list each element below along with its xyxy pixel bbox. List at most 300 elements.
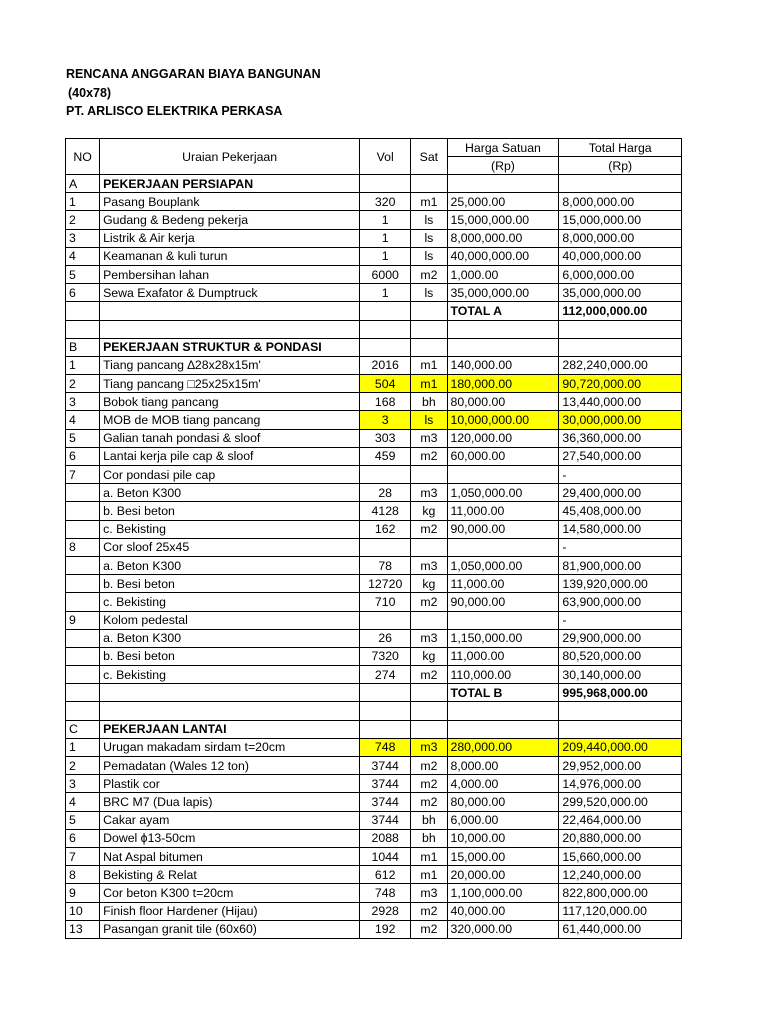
cell-no (66, 702, 100, 720)
col-header-uraian: Uraian Pekerjaan (100, 139, 360, 175)
cell-vol: 3744 (360, 775, 411, 793)
cell-total: 282,240,000.00 (559, 356, 682, 374)
cell-vol: 162 (360, 520, 411, 538)
cell-vol: 2928 (360, 902, 411, 920)
cell-sat: m2 (411, 902, 447, 920)
subtotal-label: TOTAL B (447, 684, 559, 702)
cell-sat (411, 702, 447, 720)
cell-sat: m1 (411, 866, 447, 884)
table-row (66, 775, 682, 793)
cell-sat: kg (411, 575, 447, 593)
cell-uraian (100, 320, 360, 338)
cell-vol: 6000 (360, 265, 411, 283)
section-title: PEKERJAAN PERSIAPAN (100, 175, 360, 193)
subtotal-value: 112,000,000.00 (559, 302, 682, 320)
cell-vol (360, 720, 411, 738)
cell-vol (360, 175, 411, 193)
col-header-vol: Vol (360, 139, 411, 175)
section-title: PEKERJAAN LANTAI (100, 720, 360, 738)
cell-uraian: b. Besi beton (100, 647, 360, 665)
cell-price: 4,000.00 (447, 775, 559, 793)
cell-uraian: a. Beton K300 (100, 484, 360, 502)
cell-uraian: b. Besi beton (100, 575, 360, 593)
cell-vol: 1 (360, 284, 411, 302)
cell-sat: m3 (411, 429, 447, 447)
cell-vol: 168 (360, 393, 411, 411)
cell-vol (360, 538, 411, 556)
cell-no: 3 (66, 393, 100, 411)
cell-no: 2 (66, 375, 100, 393)
cell-price (447, 611, 559, 629)
cell-price: 10,000.00 (447, 829, 559, 847)
cell-vol: 1 (360, 211, 411, 229)
cell-vol: 320 (360, 193, 411, 211)
cell-price (447, 338, 559, 356)
cell-uraian: Sewa Exafator & Dumptruck (100, 284, 360, 302)
cell-total: 63,900,000.00 (559, 593, 682, 611)
cell-no: 9 (66, 884, 100, 902)
cell-price: 6,000.00 (447, 811, 559, 829)
cell-price: 140,000.00 (447, 356, 559, 374)
cell-vol: 4128 (360, 502, 411, 520)
cell-uraian: Keamanan & kuli turun (100, 247, 360, 265)
cell-total: 40,000,000.00 (559, 247, 682, 265)
cell-total: 139,920,000.00 (559, 575, 682, 593)
cell-price: 1,050,000.00 (447, 556, 559, 574)
table-row (66, 447, 682, 465)
cell-sat: m3 (411, 738, 447, 756)
company-name: PT. ARLISCO ELEKTRIKA PERKASA (66, 104, 283, 118)
cell-price: 60,000.00 (447, 447, 559, 465)
cell-price (447, 702, 559, 720)
cell-total: 61,440,000.00 (559, 920, 682, 938)
cell-price: 40,000,000.00 (447, 247, 559, 265)
subtotal-row (66, 684, 682, 702)
table-row (66, 847, 682, 865)
cell-sat: m2 (411, 775, 447, 793)
blank-row (66, 702, 682, 720)
cell-no (66, 502, 100, 520)
cell-sat: ls (411, 284, 447, 302)
cell-sat (411, 611, 447, 629)
table-row (66, 265, 682, 283)
cell-price: 80,000.00 (447, 393, 559, 411)
cell-total: 27,540,000.00 (559, 447, 682, 465)
cell-vol (360, 338, 411, 356)
section-code: B (66, 338, 100, 356)
table-row (66, 920, 682, 938)
table-row (66, 247, 682, 265)
cell-total (559, 338, 682, 356)
cell-vol (360, 611, 411, 629)
cell-sat: bh (411, 393, 447, 411)
cell-uraian: c. Bekisting (100, 520, 360, 538)
cell-sat: m1 (411, 375, 447, 393)
cell-total: 80,520,000.00 (559, 647, 682, 665)
cell-price: 320,000.00 (447, 920, 559, 938)
cell-uraian: Cor beton K300 t=20cm (100, 884, 360, 902)
cell-vol: 1 (360, 247, 411, 265)
col-header-harga-satuan-unit: (Rp) (447, 157, 559, 175)
table-row (66, 738, 682, 756)
cell-uraian: Dowel ϕ13-50cm (100, 829, 360, 847)
cell-uraian: a. Beton K300 (100, 556, 360, 574)
cell-total (559, 320, 682, 338)
table-row (66, 811, 682, 829)
table-row (66, 484, 682, 502)
cell-no: 10 (66, 902, 100, 920)
cell-total: 29,952,000.00 (559, 757, 682, 775)
table-row (66, 757, 682, 775)
cell-total: 22,464,000.00 (559, 811, 682, 829)
cell-price: 1,000.00 (447, 265, 559, 283)
cell-sat: m3 (411, 556, 447, 574)
table-row (66, 229, 682, 247)
cell-uraian: c. Bekisting (100, 666, 360, 684)
cell-total: 15,000,000.00 (559, 211, 682, 229)
cell-vol: 7320 (360, 647, 411, 665)
cell-no: 1 (66, 193, 100, 211)
cell-sat: kg (411, 647, 447, 665)
cell-sat: m3 (411, 884, 447, 902)
section-title: PEKERJAAN STRUKTUR & PONDASI (100, 338, 360, 356)
cell-price: 1,150,000.00 (447, 629, 559, 647)
cell-uraian: Cakar ayam (100, 811, 360, 829)
cell-no: 4 (66, 793, 100, 811)
cell-vol: 2088 (360, 829, 411, 847)
cell-price: 110,000.00 (447, 666, 559, 684)
col-header-total-harga-unit: (Rp) (559, 157, 682, 175)
cell-sat: ls (411, 229, 447, 247)
cell-vol: 28 (360, 484, 411, 502)
cell-total: 30,000,000.00 (559, 411, 682, 429)
table-row (66, 829, 682, 847)
cell-price: 90,000.00 (447, 593, 559, 611)
cell-sat: m3 (411, 629, 447, 647)
cell-uraian: Pasang Bouplank (100, 193, 360, 211)
table-row (66, 538, 682, 556)
cell-sat (411, 684, 447, 702)
cell-no: 4 (66, 411, 100, 429)
cell-sat (411, 466, 447, 484)
cell-total: 30,140,000.00 (559, 666, 682, 684)
cell-no: 1 (66, 356, 100, 374)
cell-uraian: MOB de MOB tiang pancang (100, 411, 360, 429)
cell-vol: 2016 (360, 356, 411, 374)
cell-uraian (100, 702, 360, 720)
cell-total: 117,120,000.00 (559, 902, 682, 920)
cell-total: 90,720,000.00 (559, 375, 682, 393)
cell-vol: 303 (360, 429, 411, 447)
cell-uraian (100, 302, 360, 320)
cell-uraian: Listrik & Air kerja (100, 229, 360, 247)
cell-uraian: Kolom pedestal (100, 611, 360, 629)
cell-uraian: Plastik cor (100, 775, 360, 793)
cell-vol (360, 684, 411, 702)
cell-uraian: Bobok tiang pancang (100, 393, 360, 411)
cell-total (559, 175, 682, 193)
cell-vol: 274 (360, 666, 411, 684)
cell-price: 11,000.00 (447, 502, 559, 520)
cell-price: 20,000.00 (447, 866, 559, 884)
cell-sat: ls (411, 411, 447, 429)
cell-total: 45,408,000.00 (559, 502, 682, 520)
cell-sat (411, 320, 447, 338)
table-row (66, 375, 682, 393)
cell-total: 15,660,000.00 (559, 847, 682, 865)
cell-uraian: Pasangan granit tile (60x60) (100, 920, 360, 938)
cell-no: 2 (66, 211, 100, 229)
table-row (66, 866, 682, 884)
cell-vol (360, 466, 411, 484)
table-row (66, 902, 682, 920)
cell-price: 40,000.00 (447, 902, 559, 920)
cell-price (447, 538, 559, 556)
cell-uraian: Pemadatan (Wales 12 ton) (100, 757, 360, 775)
table-row (66, 793, 682, 811)
table-row (66, 502, 682, 520)
cell-total: 14,580,000.00 (559, 520, 682, 538)
cell-price: 11,000.00 (447, 575, 559, 593)
cell-uraian (100, 684, 360, 702)
cell-vol: 504 (360, 375, 411, 393)
cell-no: 7 (66, 847, 100, 865)
cell-price (447, 466, 559, 484)
cell-total: 12,240,000.00 (559, 866, 682, 884)
cell-price: 8,000,000.00 (447, 229, 559, 247)
cell-vol: 3744 (360, 811, 411, 829)
section-code: A (66, 175, 100, 193)
cell-no (66, 593, 100, 611)
cell-no: 5 (66, 811, 100, 829)
cell-sat (411, 338, 447, 356)
cell-total: 29,400,000.00 (559, 484, 682, 502)
cell-price (447, 175, 559, 193)
cell-uraian: Tiang pancang □25x25x15m' (100, 375, 360, 393)
cell-total: 8,000,000.00 (559, 193, 682, 211)
cell-vol: 192 (360, 920, 411, 938)
cell-total: - (559, 611, 682, 629)
cell-no (66, 520, 100, 538)
cell-no: 5 (66, 429, 100, 447)
cell-sat: m2 (411, 793, 447, 811)
cell-no (66, 302, 100, 320)
cell-price: 1,100,000.00 (447, 884, 559, 902)
cell-vol: 748 (360, 884, 411, 902)
cell-uraian: Cor pondasi pile cap (100, 466, 360, 484)
cell-uraian: Lantai kerja pile cap & sloof (100, 447, 360, 465)
cell-price: 11,000.00 (447, 647, 559, 665)
cell-no: 6 (66, 447, 100, 465)
cell-uraian: Galian tanah pondasi & sloof (100, 429, 360, 447)
cell-vol: 748 (360, 738, 411, 756)
document-dimension: (40x78) (68, 86, 112, 100)
blank-row (66, 320, 682, 338)
table-row (66, 429, 682, 447)
cell-uraian: a. Beton K300 (100, 629, 360, 647)
cell-price: 80,000.00 (447, 793, 559, 811)
cell-price (447, 720, 559, 738)
cell-sat: m2 (411, 757, 447, 775)
cell-vol: 12720 (360, 575, 411, 593)
cell-uraian: Nat Aspal bitumen (100, 847, 360, 865)
cell-no: 9 (66, 611, 100, 629)
cell-sat: m2 (411, 520, 447, 538)
cell-sat (411, 302, 447, 320)
cell-uraian: Tiang pancang ∆28x28x15m' (100, 356, 360, 374)
cell-total: 13,440,000.00 (559, 393, 682, 411)
cell-vol: 1044 (360, 847, 411, 865)
cell-total (559, 720, 682, 738)
cell-vol: 78 (360, 556, 411, 574)
col-header-sat: Sat (411, 139, 447, 175)
table-row (66, 629, 682, 647)
cell-sat: m2 (411, 920, 447, 938)
col-header-harga-satuan: Harga Satuan (447, 139, 559, 157)
cell-vol: 1 (360, 229, 411, 247)
cell-uraian: Finish floor Hardener (Hijau) (100, 902, 360, 920)
table-row (66, 884, 682, 902)
cell-no: 7 (66, 466, 100, 484)
cell-price: 280,000.00 (447, 738, 559, 756)
table-row (66, 520, 682, 538)
cell-no: 6 (66, 829, 100, 847)
table-row (66, 575, 682, 593)
cell-total: 36,360,000.00 (559, 429, 682, 447)
cell-price: 120,000.00 (447, 429, 559, 447)
cell-vol: 612 (360, 866, 411, 884)
col-header-total-harga: Total Harga (559, 139, 682, 157)
cell-no (66, 484, 100, 502)
table-row (66, 666, 682, 684)
cell-uraian: Bekisting & Relat (100, 866, 360, 884)
cell-no: 3 (66, 775, 100, 793)
cell-sat (411, 175, 447, 193)
cell-no (66, 684, 100, 702)
subtotal-row (66, 302, 682, 320)
cell-vol: 710 (360, 593, 411, 611)
cell-sat: m1 (411, 847, 447, 865)
cell-no: 6 (66, 284, 100, 302)
cell-sat: m2 (411, 593, 447, 611)
cell-vol (360, 702, 411, 720)
cell-total: 209,440,000.00 (559, 738, 682, 756)
cell-no (66, 666, 100, 684)
cell-vol: 3744 (360, 793, 411, 811)
cell-vol: 459 (360, 447, 411, 465)
cell-no: 2 (66, 757, 100, 775)
cell-sat: m3 (411, 484, 447, 502)
cell-uraian: Urugan makadam sirdam t=20cm (100, 738, 360, 756)
cell-vol: 3 (360, 411, 411, 429)
cell-no (66, 575, 100, 593)
cell-price: 10,000,000.00 (447, 411, 559, 429)
section-row (66, 338, 682, 356)
cell-uraian: Gudang & Bedeng pekerja (100, 211, 360, 229)
cell-uraian: b. Besi beton (100, 502, 360, 520)
document-title: RENCANA ANGGARAN BIAYA BANGUNAN (66, 67, 321, 81)
cell-no: 3 (66, 229, 100, 247)
table-header-row (66, 139, 682, 157)
cell-no (66, 320, 100, 338)
cell-total (559, 702, 682, 720)
cell-sat: m1 (411, 193, 447, 211)
cell-price: 8,000.00 (447, 757, 559, 775)
cell-price: 1,050,000.00 (447, 484, 559, 502)
cell-total: 8,000,000.00 (559, 229, 682, 247)
cell-sat: m1 (411, 356, 447, 374)
cell-sat: bh (411, 829, 447, 847)
table-row (66, 193, 682, 211)
cell-total: 14,976,000.00 (559, 775, 682, 793)
cell-vol: 26 (360, 629, 411, 647)
cell-total: - (559, 538, 682, 556)
section-code: C (66, 720, 100, 738)
cell-vol (360, 320, 411, 338)
cell-price: 25,000.00 (447, 193, 559, 211)
cell-sat: bh (411, 811, 447, 829)
table-row (66, 393, 682, 411)
cell-no: 13 (66, 920, 100, 938)
cell-no: 8 (66, 538, 100, 556)
table-row (66, 611, 682, 629)
cell-total: 299,520,000.00 (559, 793, 682, 811)
cell-total: - (559, 466, 682, 484)
cell-no (66, 556, 100, 574)
cell-vol: 3744 (360, 757, 411, 775)
cell-sat: m2 (411, 265, 447, 283)
cell-price: 35,000,000.00 (447, 284, 559, 302)
cell-sat (411, 538, 447, 556)
table-row (66, 284, 682, 302)
cell-sat: m2 (411, 447, 447, 465)
cell-uraian: Pembersihan lahan (100, 265, 360, 283)
table-row (66, 647, 682, 665)
table-row (66, 411, 682, 429)
section-row (66, 175, 682, 193)
col-header-no: NO (66, 139, 100, 175)
cell-total: 29,900,000.00 (559, 629, 682, 647)
cell-sat: m2 (411, 666, 447, 684)
cell-uraian: Cor sloof 25x45 (100, 538, 360, 556)
cell-sat (411, 720, 447, 738)
subtotal-value: 995,968,000.00 (559, 684, 682, 702)
cell-no: 8 (66, 866, 100, 884)
rab-table (65, 138, 682, 939)
cell-total: 81,900,000.00 (559, 556, 682, 574)
cell-price: 15,000.00 (447, 847, 559, 865)
cell-price: 15,000,000.00 (447, 211, 559, 229)
cell-uraian: c. Bekisting (100, 593, 360, 611)
cell-uraian: BRC M7 (Dua lapis) (100, 793, 360, 811)
cell-price (447, 320, 559, 338)
table-row (66, 556, 682, 574)
cell-no: 5 (66, 265, 100, 283)
section-row (66, 720, 682, 738)
table-row (66, 593, 682, 611)
cell-total: 6,000,000.00 (559, 265, 682, 283)
cell-sat: ls (411, 247, 447, 265)
cell-total: 822,800,000.00 (559, 884, 682, 902)
table-row (66, 466, 682, 484)
cell-price: 180,000.00 (447, 375, 559, 393)
cell-sat: ls (411, 211, 447, 229)
cell-no (66, 629, 100, 647)
cell-vol (360, 302, 411, 320)
table-row (66, 356, 682, 374)
cell-no (66, 647, 100, 665)
cell-price: 90,000.00 (447, 520, 559, 538)
